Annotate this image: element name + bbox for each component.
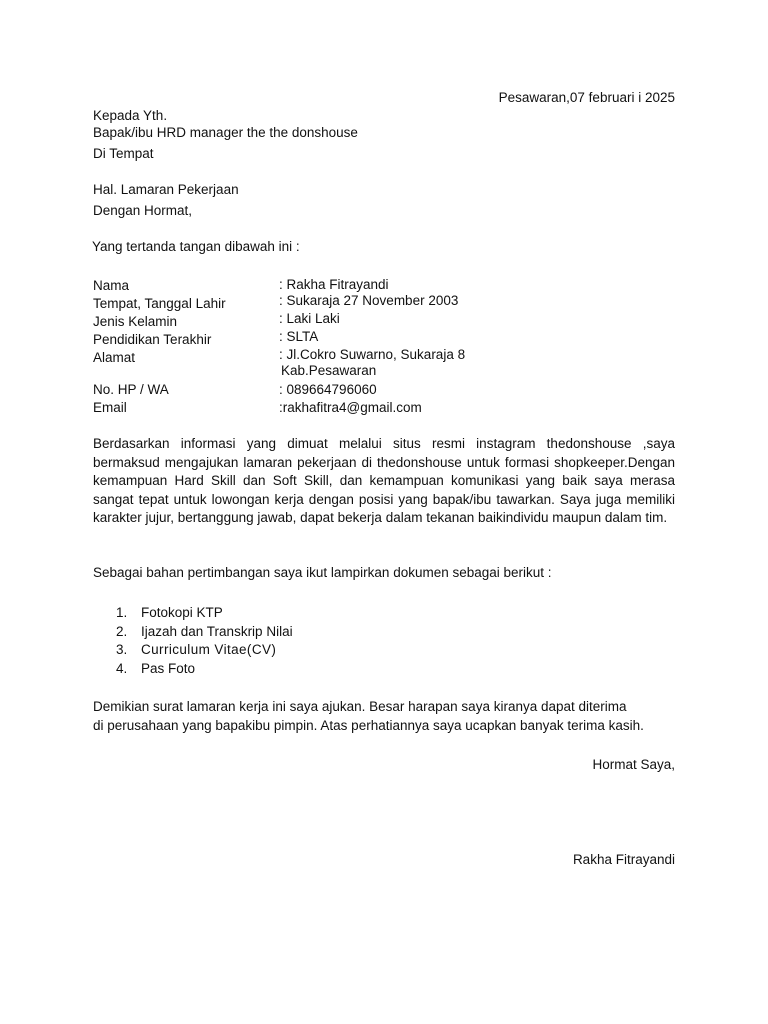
body-paragraph (93, 435, 675, 528)
field-row (93, 399, 593, 417)
field-value: : SLTA (279, 329, 319, 344)
sign-off: Hormat Saya, (592, 757, 675, 772)
field-row (93, 362, 593, 380)
subject: Hal. Lamaran Pekerjaan (93, 182, 239, 197)
field-row (93, 381, 593, 399)
list-item (116, 641, 293, 660)
paragraph-text: Berdasarkan informasi yang dimuat melalui situs resmi instagram thedonshouse ,saya bermaksud mengajukan lamaran pekerjaan di thedonshouse untuk formasi shopkeeper.Dengan kemampuan Hard Skill dan Soft Skill, dan kemampuan komunikasi yang baik saya merasa sangat tepat untuk lowongan kerja dengan posisi yang bapak/ibu tawarkan. Saya juga memiliki karakter jujur, bertanggung jawab, dapat bekerja dalam tekanan baikindividu maupun dalam tim. (93, 436, 675, 526)
recipient-line-3: Di Tempat (93, 146, 154, 161)
list-item (116, 660, 293, 679)
field-value: : Jl.Cokro Suwarno, Sukaraja 8 (279, 347, 466, 362)
closing-line-1: Demikian surat lamaran kerja ini saya ajukan. Besar harapan saya kiranya dapat diterima (93, 699, 627, 714)
field-label: Tempat, Tanggal Lahir (93, 296, 226, 311)
field-label: Email (93, 400, 127, 415)
list-text: Fotokopi KTP (141, 605, 223, 620)
place-date: Pesawaran,07 februari i 2025 (498, 90, 675, 105)
list-text: Ijazah dan Transkrip Nilai (141, 623, 293, 639)
field-value: Kab.Pesawaran (281, 363, 377, 378)
signature-name: Rakha Fitrayandi (572, 852, 675, 867)
list-number: 1. (116, 605, 128, 620)
field-label: Nama (93, 278, 130, 293)
list-text: Curriculum Vitae(CV) (141, 642, 277, 657)
field-row (93, 295, 593, 313)
list-number: 3. (116, 642, 128, 657)
list-number: 4. (116, 660, 128, 676)
recipient-line-2: Bapak/ibu HRD manager the the donshouse (93, 125, 358, 140)
field-row (93, 313, 593, 331)
greeting: Dengan Hormat, (93, 203, 193, 218)
recipient-line-1: Kepada Yth. (93, 108, 168, 123)
field-label: Alamat (93, 350, 136, 365)
field-value: : Rakha Fitrayandi (279, 277, 389, 292)
field-label: Pendidikan Terakhir (93, 332, 212, 347)
list-item (116, 604, 293, 623)
field-value: : 089664796060 (279, 382, 377, 397)
list-number: 2. (116, 623, 128, 639)
attachments-list (116, 604, 293, 678)
field-value: : Laki Laki (279, 311, 340, 326)
field-value: :rakhafitra4@gmail.com (279, 400, 422, 415)
field-value: : Sukaraja 27 November 2003 (279, 293, 459, 308)
field-label: Jenis Kelamin (93, 314, 178, 329)
list-text: Pas Foto (141, 660, 196, 676)
field-label: No. HP / WA (93, 382, 169, 397)
list-item (116, 623, 293, 642)
intro-line: Yang tertanda tangan dibawah ini : (92, 239, 300, 254)
closing-line-2: di perusahaan yang bapakibu pimpin. Atas perhatiannya saya ucapkan banyak terima kasih. (93, 718, 644, 733)
attachments-intro: Sebagai bahan pertimbangan saya ikut lampirkan dokumen sebagai berikut : (93, 565, 552, 580)
